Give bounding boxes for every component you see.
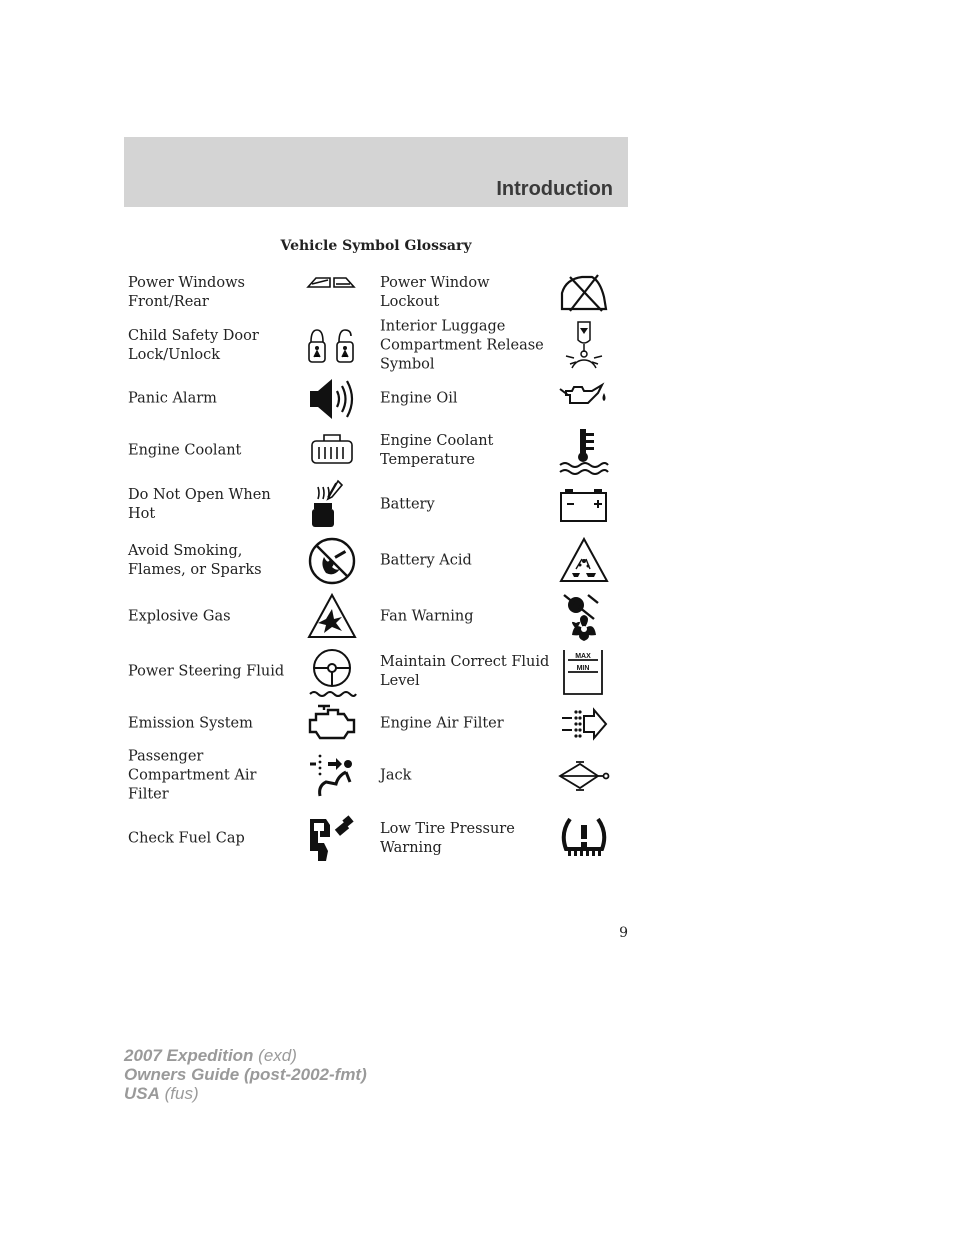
steering-wheel-icon [306,646,358,698]
page-number: 9 [619,925,628,941]
symbol-label: Power Window Lockout [380,275,490,310]
symbol-label: Engine Oil [380,390,458,407]
trunk-release-icon [558,320,610,372]
glossary-title: Vehicle Symbol Glossary [280,238,472,254]
symbol-label: Avoid Smoking, Flames, or Sparks [128,543,262,578]
max-label: MAX [575,653,591,660]
symbol-label: Low Tire Pressure Warning [380,821,515,856]
footer-model: 2007 Expedition [124,1046,254,1065]
glossary-row [124,318,628,374]
engine-icon [306,698,358,750]
symbol-label: Battery Acid [380,552,472,569]
symbol-label: Explosive Gas [128,608,231,625]
footer-market-code: (fus) [164,1084,199,1103]
footer-model-code: (exd) [258,1046,297,1065]
thermometer-icon [558,425,610,477]
battery-icon [558,479,610,531]
jack-icon [558,750,610,802]
header-bar [124,137,628,207]
hot-cap-icon [306,479,358,531]
power-windows-icon [306,267,358,319]
symbol-label: Engine Coolant Temperature [380,433,494,468]
window-lockout-icon [558,267,610,319]
symbol-label: Engine Coolant [128,442,242,459]
glossary-row [124,478,628,532]
glossary-row [124,532,628,590]
footer-line-3 [124,1084,367,1103]
radiator-icon [306,425,358,477]
acid-warning-icon [558,535,610,587]
symbol-label: Do Not Open When Hot [128,487,271,522]
symbol-label: Panic Alarm [128,390,217,407]
child-lock-icon [306,320,358,372]
footer-line-1 [124,1046,367,1065]
symbol-label: Check Fuel Cap [128,830,245,847]
symbol-label: Interior Luggage Compartment Release Symbol [380,318,544,373]
glossary-row [124,804,628,874]
symbol-label: Battery [380,496,435,513]
symbol-label: Power Steering Fluid [128,663,285,680]
symbol-label: Emission System [128,715,253,732]
symbol-label: Passenger Compartment Air Filter [128,748,257,803]
symbol-label: Jack [380,767,412,784]
cabin-filter-icon [306,750,358,802]
no-smoking-icon [306,535,358,587]
symbol-label: Maintain Correct Fluid Level [380,654,550,689]
air-filter-icon [558,698,610,750]
min-label: MIN [576,665,590,672]
footer-line-2 [124,1065,367,1084]
glossary-row [124,270,628,316]
glossary-row [124,644,628,700]
glossary-row [124,590,628,644]
symbol-label: Fan Warning [380,608,474,625]
symbol-label: Power Windows Front/Rear [128,275,245,310]
glossary-row [124,424,628,478]
footer [124,1046,367,1103]
footer-guide: Owners Guide (post-2002-fmt) [124,1065,367,1084]
symbol-label: Engine Air Filter [380,715,504,732]
glossary-row [124,748,628,804]
fan-icon [558,591,610,643]
oil-can-icon [558,373,610,425]
glossary-row [124,374,628,424]
symbol-label: Child Safety Door Lock/Unlock [128,328,259,363]
tire-pressure-icon [558,813,610,865]
fluid-level-icon [558,646,610,698]
speaker-icon [306,373,358,425]
glossary-row [124,700,628,748]
fuel-cap-icon [306,813,358,865]
footer-market: USA [124,1084,160,1103]
explosion-icon [306,591,358,643]
section-title: Introduction [496,178,613,200]
